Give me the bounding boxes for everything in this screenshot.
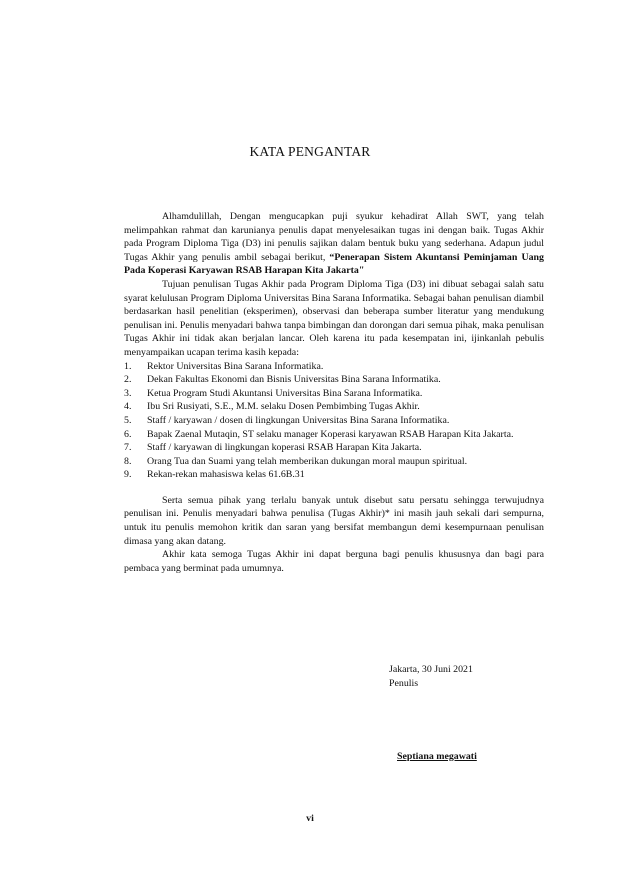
list-number: 4. bbox=[124, 401, 132, 413]
list-item bbox=[124, 400, 544, 414]
list-text: Rekan-rekan mahasiswa kelas 61.6B.31 bbox=[147, 469, 305, 481]
paragraph-final: Akhir kata semoga Tugas Akhir ini dapat berguna bagi penulis khususnya dan bagi para pembaca yang berminat pada umumnya. bbox=[124, 549, 544, 574]
paragraph-spacer bbox=[124, 482, 544, 494]
list-text: Staff / karyawan / dosen di lingkungan Universitas Bina Sarana Informatika. bbox=[147, 414, 450, 426]
list-item bbox=[124, 428, 544, 442]
signature-name: Septiana megawati bbox=[397, 751, 477, 762]
list-text: Rektor Universitas Bina Sarana Informatika. bbox=[147, 360, 324, 372]
list-item bbox=[124, 360, 544, 374]
list-number: 1. bbox=[124, 360, 132, 372]
list-text: Orang Tua dan Suami yang telah memberikan dukungan moral maupun spiritual. bbox=[147, 455, 468, 467]
acknowledgement-list bbox=[124, 360, 544, 482]
page-number: vi bbox=[306, 813, 314, 824]
list-text: Dekan Fakultas Ekonomi dan Bisnis Universitas Bina Sarana Informatika. bbox=[147, 374, 441, 386]
list-number: 7. bbox=[124, 442, 132, 454]
page-title: KATA PENGANTAR bbox=[249, 144, 371, 159]
list-item bbox=[124, 441, 544, 455]
list-item bbox=[124, 387, 544, 401]
list-number: 3. bbox=[124, 387, 132, 399]
paragraph-closing: Serta semua pihak yang terlalu banyak untuk disebut satu persatu sehingga terwujudnya penulisan ini. Penulis menyadari bahwa penulisa (Tugas Akhir)* ini masih jauh sekali dari sempurna, untuk itu penulis memohon kritik dan saran yang bersifat membangun demi kesempurnaan penulisan dimasa yang akan datang. bbox=[124, 494, 544, 547]
list-number: 8. bbox=[124, 455, 132, 467]
list-item bbox=[124, 468, 544, 482]
thesis-title: “Penerapan Sistem Akuntansi Peminjaman Uang Pada Koperasi Karyawan RSAB Harapan Kita Jakarta" bbox=[124, 251, 544, 277]
list-item bbox=[124, 455, 544, 469]
list-text: Ibu Sri Rusiyati, S.E., M.M. selaku Dosen Pembimbing Tugas Akhir. bbox=[147, 401, 420, 413]
list-text: Staff / karyawan di lingkungan koperasi RSAB Harapan Kita Jakarta. bbox=[147, 442, 422, 454]
list-text: Ketua Program Studi Akuntansi Universitas Bina Sarana Informatika. bbox=[147, 387, 423, 399]
place-date: Jakarta, 30 Juni 2021 bbox=[389, 664, 473, 675]
paragraph-purpose: Tujuan penulisan Tugas Akhir pada Program Diploma Tiga (D3) ini dibuat sebagai salah satu syarat kelulusan Program Diploma Universitas Bina Sarana Informatika. Sebagai bahan penulisan diambil berdasarkan hasil penelitian (eksperimen), observasi dan beberapa sumber literatur yang mendukung penulisan ini. Penulis menyadari bahwa tanpa bimbingan dan dorongan dari semua pihak, maka penulisan Tugas Akhir ini tidak akan berjalan lancar. Oleh karena itu pada kesempatan ini, ijinkanlah pebulis menyampaikan ucapan terima kasih kepada: bbox=[124, 278, 544, 358]
list-text: Bapak Zaenal Mutaqin, ST selaku manager Koperasi karyawan RSAB Harapan Kita Jakarta. bbox=[147, 428, 514, 440]
author-label: Penulis bbox=[389, 677, 419, 689]
list-number: 2. bbox=[124, 374, 132, 386]
list-item bbox=[124, 414, 544, 428]
document-body bbox=[124, 210, 544, 575]
list-item bbox=[124, 373, 544, 387]
list-number: 6. bbox=[124, 428, 132, 440]
paragraph-intro-text: Alhamdulillah, Dengan mengucapkan puji syukur kehadirat Allah SWT, yang telah melimpahkan rahmat dan karunianya penulis dapat menyelesaikan tugas ini dengan baik. Tugas Akhir pada Program Diploma Tiga (D3) ini penulis sajikan dalam bentuk buku yang sederhana. Adapun judul Tugas Akhir yang penulis ambil sebagai berikut, bbox=[124, 211, 544, 263]
paragraph-intro bbox=[124, 210, 544, 278]
list-number: 5. bbox=[124, 414, 132, 426]
signature-block bbox=[389, 663, 473, 690]
list-number: 9. bbox=[124, 469, 132, 481]
